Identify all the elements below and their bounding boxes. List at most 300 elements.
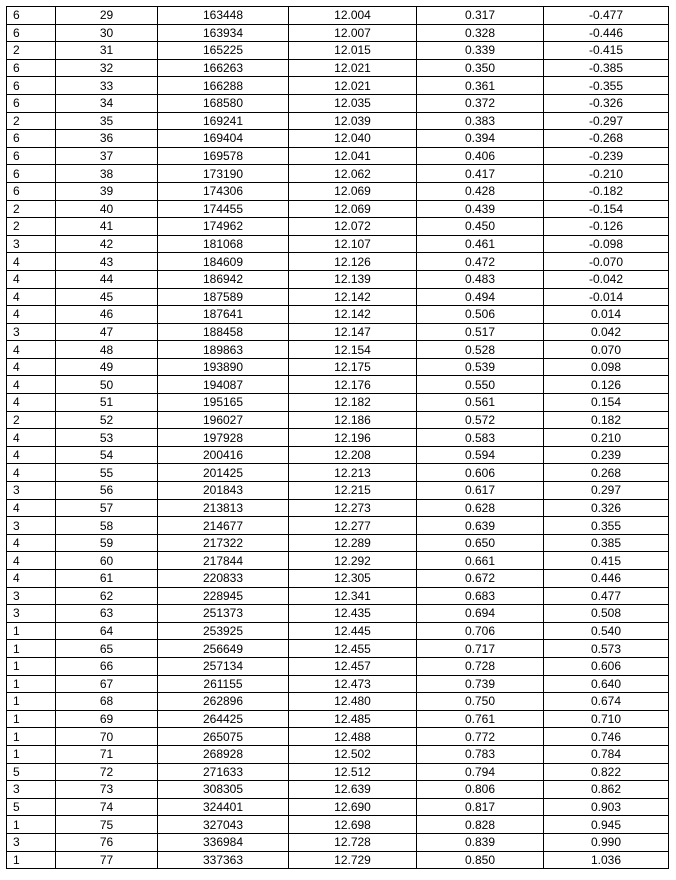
table-cell: 1 (7, 710, 56, 728)
table-cell: 0.014 (544, 306, 669, 324)
table-cell: 66 (56, 657, 158, 675)
table-cell: 197928 (158, 429, 289, 447)
table-cell: 0.477 (544, 587, 669, 605)
table-row (7, 270, 669, 288)
table-row (7, 622, 669, 640)
table-cell: 69 (56, 710, 158, 728)
table-row (7, 182, 669, 200)
table-cell: 0.550 (417, 376, 544, 394)
table-cell: 12.480 (289, 693, 417, 711)
table-cell: -0.446 (544, 24, 669, 42)
table-cell: 0.828 (417, 816, 544, 834)
table-cell: 0.650 (417, 534, 544, 552)
table-row (7, 341, 669, 359)
table-cell: 12.305 (289, 570, 417, 588)
table-cell: 0.862 (544, 781, 669, 799)
table-cell: 0.328 (417, 24, 544, 42)
table-cell: 12.126 (289, 253, 417, 271)
table-cell: 65 (56, 640, 158, 658)
table-cell: 12.277 (289, 517, 417, 535)
table-cell: 0.461 (417, 235, 544, 253)
table-cell: 38 (56, 165, 158, 183)
table-cell: 308305 (158, 781, 289, 799)
table-cell: 0.945 (544, 816, 669, 834)
table-cell: 31 (56, 42, 158, 60)
table-row (7, 394, 669, 412)
table-cell: 0.406 (417, 147, 544, 165)
table-cell: 0.606 (544, 657, 669, 675)
table-cell: 62 (56, 587, 158, 605)
table-cell: 166288 (158, 77, 289, 95)
table-cell: 0.508 (544, 605, 669, 623)
table-cell: 12.069 (289, 182, 417, 200)
table-cell: 186942 (158, 270, 289, 288)
table-cell: 6 (7, 182, 56, 200)
table-cell: 12.473 (289, 675, 417, 693)
table-cell: 187641 (158, 306, 289, 324)
table-cell: -0.182 (544, 182, 669, 200)
table-row (7, 253, 669, 271)
table-row (7, 851, 669, 869)
table-cell: 67 (56, 675, 158, 693)
table-cell: 12.004 (289, 7, 417, 25)
table-cell: -0.355 (544, 77, 669, 95)
table-cell: 61 (56, 570, 158, 588)
table-cell: 2 (7, 218, 56, 236)
table-cell: 12.107 (289, 235, 417, 253)
table-cell: 169241 (158, 112, 289, 130)
table-cell: 75 (56, 816, 158, 834)
table-cell: 201425 (158, 464, 289, 482)
table-cell: 195165 (158, 394, 289, 412)
table-cell: 42 (56, 235, 158, 253)
table-cell: 0.903 (544, 798, 669, 816)
table-cell: 253925 (158, 622, 289, 640)
table-cell: -0.098 (544, 235, 669, 253)
table-cell: 0.385 (544, 534, 669, 552)
table-cell: 0.750 (417, 693, 544, 711)
table-cell: 0.494 (417, 288, 544, 306)
table-row (7, 147, 669, 165)
table-row (7, 218, 669, 236)
table-cell: 64 (56, 622, 158, 640)
table-cell: 4 (7, 552, 56, 570)
table-row (7, 657, 669, 675)
table-row (7, 411, 669, 429)
table-cell: 12.147 (289, 323, 417, 341)
table-cell: 0.710 (544, 710, 669, 728)
table-cell: 0.772 (417, 728, 544, 746)
table-cell: 12.502 (289, 745, 417, 763)
table-cell: 168580 (158, 94, 289, 112)
table-cell: 12.139 (289, 270, 417, 288)
table-row (7, 482, 669, 500)
table-cell: 57 (56, 499, 158, 517)
table-row (7, 42, 669, 60)
table-cell: 12.698 (289, 816, 417, 834)
table-cell: 1 (7, 693, 56, 711)
table-cell: 6 (7, 130, 56, 148)
table-cell: 12.488 (289, 728, 417, 746)
table-cell: 4 (7, 253, 56, 271)
table-cell: 71 (56, 745, 158, 763)
table-cell: -0.326 (544, 94, 669, 112)
table-cell: 0.361 (417, 77, 544, 95)
table-cell: 0.372 (417, 94, 544, 112)
table-cell: 1 (7, 640, 56, 658)
table-cell: 76 (56, 833, 158, 851)
table-cell: -0.385 (544, 59, 669, 77)
table-cell: 6 (7, 59, 56, 77)
table-row (7, 376, 669, 394)
table-cell: 12.021 (289, 59, 417, 77)
table-cell: 58 (56, 517, 158, 535)
table-cell: 0.573 (544, 640, 669, 658)
table-cell: 0.539 (417, 358, 544, 376)
table-row (7, 323, 669, 341)
table-cell: 2 (7, 112, 56, 130)
table-cell: 163448 (158, 7, 289, 25)
table-cell: 12.728 (289, 833, 417, 851)
table-cell: 35 (56, 112, 158, 130)
table-cell: 0.783 (417, 745, 544, 763)
table-cell: 43 (56, 253, 158, 271)
table-cell: 0.572 (417, 411, 544, 429)
table-row (7, 358, 669, 376)
table-cell: 169578 (158, 147, 289, 165)
table-row (7, 763, 669, 781)
table-cell: 12.729 (289, 851, 417, 869)
table-cell: 0.661 (417, 552, 544, 570)
table-row (7, 499, 669, 517)
table-cell: -0.154 (544, 200, 669, 218)
table-cell: 220833 (158, 570, 289, 588)
table-cell: 184609 (158, 253, 289, 271)
table-row (7, 112, 669, 130)
table-cell: 45 (56, 288, 158, 306)
table-cell: 1 (7, 745, 56, 763)
table-cell: 29 (56, 7, 158, 25)
table-row (7, 24, 669, 42)
table-cell: 12.176 (289, 376, 417, 394)
table-cell: 53 (56, 429, 158, 447)
table-cell: 47 (56, 323, 158, 341)
table-row (7, 165, 669, 183)
table-row (7, 693, 669, 711)
table-cell: 0.784 (544, 745, 669, 763)
table-cell: 0.728 (417, 657, 544, 675)
table-cell: 174962 (158, 218, 289, 236)
table-cell: 0.683 (417, 587, 544, 605)
table-cell: 59 (56, 534, 158, 552)
table-cell: 55 (56, 464, 158, 482)
table-cell: 0.594 (417, 446, 544, 464)
table-cell: 0.483 (417, 270, 544, 288)
table-cell: 4 (7, 534, 56, 552)
table-cell: 51 (56, 394, 158, 412)
table-cell: 1 (7, 728, 56, 746)
table-cell: 12.208 (289, 446, 417, 464)
table-cell: 3 (7, 605, 56, 623)
table-cell: 2 (7, 42, 56, 60)
table-cell: 12.213 (289, 464, 417, 482)
table-cell: 72 (56, 763, 158, 781)
table-cell: 228945 (158, 587, 289, 605)
table-cell: 268928 (158, 745, 289, 763)
table-cell: 1.036 (544, 851, 669, 869)
table-cell: 324401 (158, 798, 289, 816)
table-row (7, 130, 669, 148)
table-cell: 0.394 (417, 130, 544, 148)
table-cell: 0.350 (417, 59, 544, 77)
table-cell: 3 (7, 482, 56, 500)
table-row (7, 816, 669, 834)
table-cell: 12.455 (289, 640, 417, 658)
table-cell: 2 (7, 411, 56, 429)
table-row (7, 640, 669, 658)
table-cell: 166263 (158, 59, 289, 77)
table-cell: 3 (7, 833, 56, 851)
table-cell: 49 (56, 358, 158, 376)
table-cell: 12.040 (289, 130, 417, 148)
table-cell: 12.273 (289, 499, 417, 517)
table-cell: 0.583 (417, 429, 544, 447)
table-cell: 12.690 (289, 798, 417, 816)
table-cell: 4 (7, 499, 56, 517)
table-cell: 4 (7, 288, 56, 306)
table-cell: 34 (56, 94, 158, 112)
table-cell: 174306 (158, 182, 289, 200)
table-cell: -0.415 (544, 42, 669, 60)
table-cell: 0.606 (417, 464, 544, 482)
table-row (7, 235, 669, 253)
table-cell: 0.746 (544, 728, 669, 746)
table-cell: 12.007 (289, 24, 417, 42)
table-row (7, 94, 669, 112)
table-cell: 0.506 (417, 306, 544, 324)
table-cell: 46 (56, 306, 158, 324)
table-row (7, 517, 669, 535)
table-cell: -0.014 (544, 288, 669, 306)
table-cell: 12.512 (289, 763, 417, 781)
table-cell: 0.268 (544, 464, 669, 482)
table-row (7, 587, 669, 605)
table-cell: 0.450 (417, 218, 544, 236)
table-row (7, 446, 669, 464)
table-cell: 12.182 (289, 394, 417, 412)
table-row (7, 781, 669, 799)
table-cell: 217322 (158, 534, 289, 552)
table-row (7, 728, 669, 746)
table-cell: 0.739 (417, 675, 544, 693)
table-cell: 0.439 (417, 200, 544, 218)
table-cell: 6 (7, 7, 56, 25)
table-cell: 0.415 (544, 552, 669, 570)
table-cell: 4 (7, 570, 56, 588)
table-cell: 0.239 (544, 446, 669, 464)
table-cell: 0.126 (544, 376, 669, 394)
table-cell: 12.435 (289, 605, 417, 623)
table-cell: 0.383 (417, 112, 544, 130)
table-cell: 70 (56, 728, 158, 746)
table-cell: 12.485 (289, 710, 417, 728)
table-cell: 50 (56, 376, 158, 394)
table-cell: 165225 (158, 42, 289, 60)
table-cell: 6 (7, 165, 56, 183)
table-row (7, 710, 669, 728)
table-cell: -0.268 (544, 130, 669, 148)
table-row (7, 7, 669, 25)
table-cell: 0.839 (417, 833, 544, 851)
table-cell: 12.142 (289, 306, 417, 324)
table-cell: 3 (7, 235, 56, 253)
table-cell: 33 (56, 77, 158, 95)
table-cell: 4 (7, 464, 56, 482)
table-cell: 0.617 (417, 482, 544, 500)
table-row (7, 552, 669, 570)
table-cell: 12.142 (289, 288, 417, 306)
table-cell: 12.062 (289, 165, 417, 183)
table-cell: 12.445 (289, 622, 417, 640)
table-cell: 0.990 (544, 833, 669, 851)
table-cell: 73 (56, 781, 158, 799)
table-cell: 6 (7, 77, 56, 95)
table-row (7, 605, 669, 623)
table-cell: 271633 (158, 763, 289, 781)
table-cell: 12.021 (289, 77, 417, 95)
table-cell: 0.098 (544, 358, 669, 376)
table-cell: 0.717 (417, 640, 544, 658)
table-cell: 77 (56, 851, 158, 869)
table-cell: 36 (56, 130, 158, 148)
table-cell: 52 (56, 411, 158, 429)
table-cell: 12.639 (289, 781, 417, 799)
table-cell: 30 (56, 24, 158, 42)
table-cell: 0.517 (417, 323, 544, 341)
table-cell: 196027 (158, 411, 289, 429)
table-cell: 337363 (158, 851, 289, 869)
table-cell: 189863 (158, 341, 289, 359)
table-cell: 1 (7, 851, 56, 869)
table-cell: 0.182 (544, 411, 669, 429)
table-row (7, 570, 669, 588)
table-row (7, 675, 669, 693)
table-cell: 48 (56, 341, 158, 359)
table-cell: 0.446 (544, 570, 669, 588)
table-cell: 0.417 (417, 165, 544, 183)
table-cell: 3 (7, 323, 56, 341)
table-cell: 6 (7, 147, 56, 165)
table-cell: 2 (7, 200, 56, 218)
table-cell: 44 (56, 270, 158, 288)
table-cell: 5 (7, 798, 56, 816)
table-cell: 0.428 (417, 182, 544, 200)
table-cell: 6 (7, 24, 56, 42)
table-cell: 0.761 (417, 710, 544, 728)
table-cell: 0.672 (417, 570, 544, 588)
table-cell: 188458 (158, 323, 289, 341)
table-cell: -0.042 (544, 270, 669, 288)
table-row (7, 288, 669, 306)
table-row (7, 745, 669, 763)
table-cell: 12.186 (289, 411, 417, 429)
table-cell: 0.628 (417, 499, 544, 517)
table-cell: 1 (7, 657, 56, 675)
table-cell: 261155 (158, 675, 289, 693)
table-cell: 0.472 (417, 253, 544, 271)
table-cell: 262896 (158, 693, 289, 711)
table-cell: 12.289 (289, 534, 417, 552)
table-row (7, 833, 669, 851)
table-cell: 12.341 (289, 587, 417, 605)
table-cell: 4 (7, 341, 56, 359)
table-cell: 4 (7, 446, 56, 464)
table-cell: 0.694 (417, 605, 544, 623)
table-cell: 174455 (158, 200, 289, 218)
table-cell: 41 (56, 218, 158, 236)
table-cell: 12.072 (289, 218, 417, 236)
table-cell: 0.561 (417, 394, 544, 412)
table-cell: 3 (7, 517, 56, 535)
table-cell: 0.210 (544, 429, 669, 447)
table-row (7, 464, 669, 482)
table-cell: 6 (7, 94, 56, 112)
table-cell: -0.239 (544, 147, 669, 165)
table-cell: 68 (56, 693, 158, 711)
table-cell: 4 (7, 429, 56, 447)
table-row (7, 77, 669, 95)
table-cell: 12.035 (289, 94, 417, 112)
table-cell: 63 (56, 605, 158, 623)
table-cell: 0.706 (417, 622, 544, 640)
table-cell: 169404 (158, 130, 289, 148)
table-cell: 265075 (158, 728, 289, 746)
table-cell: 3 (7, 587, 56, 605)
table-cell: 56 (56, 482, 158, 500)
table-cell: -0.126 (544, 218, 669, 236)
data-table (6, 6, 669, 869)
table-cell: 0.822 (544, 763, 669, 781)
table-cell: 12.015 (289, 42, 417, 60)
table-cell: 12.069 (289, 200, 417, 218)
table-cell: 12.215 (289, 482, 417, 500)
table-cell: 0.806 (417, 781, 544, 799)
table-row (7, 534, 669, 552)
table-cell: 4 (7, 270, 56, 288)
table-cell: 0.355 (544, 517, 669, 535)
table-cell: 0.639 (417, 517, 544, 535)
table-cell: 0.317 (417, 7, 544, 25)
table-cell: 0.817 (417, 798, 544, 816)
table-cell: 336984 (158, 833, 289, 851)
table-cell: 12.154 (289, 341, 417, 359)
table-cell: 12.292 (289, 552, 417, 570)
table-cell: -0.210 (544, 165, 669, 183)
table-cell: 3 (7, 781, 56, 799)
table-cell: 0.339 (417, 42, 544, 60)
table-cell: 251373 (158, 605, 289, 623)
table-cell: 257134 (158, 657, 289, 675)
table-cell: 54 (56, 446, 158, 464)
table-cell: 40 (56, 200, 158, 218)
table-cell: 12.196 (289, 429, 417, 447)
table-cell: 1 (7, 816, 56, 834)
table-cell: 217844 (158, 552, 289, 570)
table-row (7, 798, 669, 816)
table-cell: 193890 (158, 358, 289, 376)
table-cell: 0.674 (544, 693, 669, 711)
table-cell: 327043 (158, 816, 289, 834)
